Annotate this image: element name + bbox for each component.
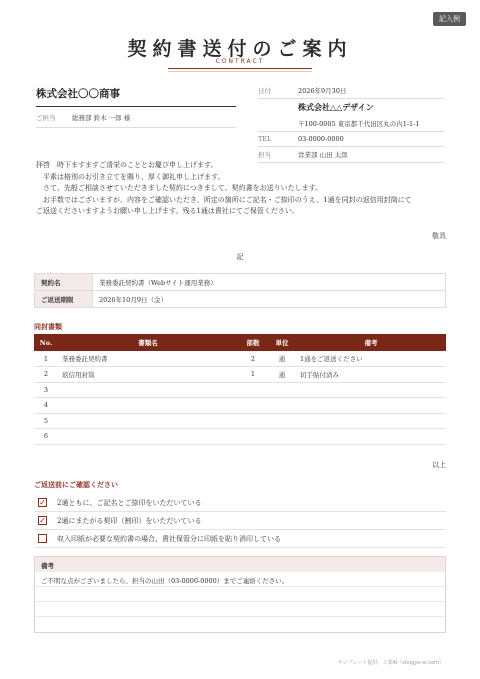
checklist-section-label: ご返送前にご確認ください (34, 480, 118, 489)
checklist-item-label: 2通にまたがる契印（割印）をいただいている (57, 516, 202, 525)
sender-tel-row (258, 132, 444, 147)
closing-ijo: 以上 (432, 461, 446, 469)
cell-name (58, 398, 238, 414)
checklist-item-label: 2通ともに、ご記名とご捺印をいただいている (57, 498, 202, 507)
attention-label: ご担当 (36, 114, 56, 122)
checkbox[interactable]: ✓ (39, 498, 46, 507)
cell-note: 1通をご返送ください (296, 351, 446, 367)
cell-qty (238, 382, 268, 398)
contract-info-table (34, 273, 446, 308)
checkbox[interactable] (38, 534, 47, 543)
checklist (34, 494, 446, 548)
cell-qty: 1 (238, 367, 268, 383)
body-line: さて、先般ご相談させていただきました契約につきまして、契約書をお送りいたします。 (43, 184, 323, 192)
contract-value: 業務委託契約書（Webサイト運用業務） (93, 274, 446, 291)
cell-note (296, 413, 446, 429)
attention-value: 総務部 鈴木 一郎 様 (72, 114, 131, 122)
checklist-item (34, 512, 446, 530)
cell-no: 4 (34, 398, 58, 414)
cell-unit (268, 382, 296, 398)
table-row (34, 382, 446, 398)
document-title: 契約書送付のご案内 (127, 38, 353, 60)
template-credit: テンプレート提供：工業AI（shogyo-ai.com） (337, 660, 444, 666)
notes-blank-line (35, 602, 445, 617)
table-row (34, 351, 446, 367)
cell-unit (268, 429, 296, 445)
header-qty: 部数 (238, 334, 268, 351)
checklist-item-label: 収入印紙が必要な契約書の場合、貴社保管分に印紙を貼り消印している (57, 534, 281, 543)
title-rule-dark (168, 68, 312, 69)
cell-qty: 2 (238, 351, 268, 367)
person-value: 営業部 山田 太郎 (298, 151, 348, 159)
cell-unit (268, 413, 296, 429)
cell-no: 6 (34, 429, 58, 445)
checklist-item (34, 530, 446, 548)
body-line: 平素は格別のお引き立てを賜り、厚く御礼申し上げます。 (43, 172, 225, 181)
cell-no: 3 (34, 382, 58, 398)
cell-unit (268, 398, 296, 414)
cell-name: 業務委託契約書 (58, 351, 238, 367)
table-row (34, 367, 446, 383)
cell-qty (238, 413, 268, 429)
letter-body (36, 160, 446, 218)
date-value: 2026年9月30日 (298, 87, 347, 95)
enclosures-section-label: 同封書類 (34, 322, 62, 331)
sender-block (258, 83, 444, 163)
recipient-attention-row (36, 113, 236, 128)
cell-no: 5 (34, 413, 58, 429)
notes-box (34, 556, 446, 633)
header-name: 書類名 (58, 334, 238, 351)
notes-text: ご不明な点がございましたら、担当の山田（03-0000-0000）までご連絡ください。 (35, 572, 445, 587)
sender-company-row (258, 99, 444, 132)
notes-blank-line (35, 587, 445, 602)
checkbox[interactable]: ✓ (39, 516, 46, 525)
person-label: 担当 (258, 151, 271, 159)
cell-name (58, 413, 238, 429)
title-rule-light (168, 71, 312, 72)
cell-note (296, 429, 446, 445)
cell-no: 2 (34, 367, 58, 383)
sample-badge: 記入例 (433, 12, 466, 26)
cell-qty (238, 398, 268, 414)
cell-name: 返信用封筒 (58, 367, 238, 383)
table-row (34, 429, 446, 445)
tel-label: TEL (258, 135, 272, 143)
ki-mark: 記 (236, 253, 244, 261)
deadline-label: ご返送期限 (35, 291, 93, 308)
sender-date-row (258, 83, 444, 99)
cell-qty (238, 429, 268, 445)
table-row (34, 413, 446, 429)
notes-label: 備考 (35, 557, 445, 572)
enclosures-table (34, 334, 446, 445)
document-subtitle: CONTRACT (215, 58, 265, 65)
recipient-company: 株式会社〇〇商事 (36, 86, 236, 107)
cell-unit: 通 (268, 367, 296, 383)
deadline-row (35, 291, 446, 308)
cell-note (296, 382, 446, 398)
header-unit: 単位 (268, 334, 296, 351)
deadline-value: 2026年10月9日（金） (93, 291, 446, 308)
date-label: 日付 (258, 87, 271, 95)
cell-note: 切手貼付済み (296, 367, 446, 383)
sender-company: 株式会社△△デザイン (298, 102, 374, 112)
header-no: No. (34, 334, 58, 351)
cell-no: 1 (34, 351, 58, 367)
contract-name-row (35, 274, 446, 291)
cell-name (58, 429, 238, 445)
header-note: 備考 (296, 334, 446, 351)
body-line: お手数ではございますが、内容をご確認いただき、所定の箇所にご記名・ご捺印のうえ、1通を同封の返信用封筒にて (43, 195, 412, 204)
sender-address: 〒100-0005 東京都千代田区丸の内1-1-1 (298, 120, 420, 128)
cell-unit: 通 (268, 351, 296, 367)
checklist-item (34, 494, 446, 512)
recipient-block (36, 86, 236, 128)
tel-value: 03-0000-0000 (298, 135, 344, 143)
cell-note (296, 398, 446, 414)
cell-name (58, 382, 238, 398)
table-row (34, 398, 446, 414)
contract-label: 契約名 (35, 274, 93, 291)
closing-keigu: 敬具 (432, 232, 446, 240)
body-line: ご返送くださいますようお願い申し上げます。残る1通は貴社にてご保管ください。 (36, 207, 299, 215)
body-line: 拝啓 時下ますますご清栄のこととお慶び申し上げます。 (36, 161, 218, 169)
enclosures-header-row (34, 334, 446, 351)
